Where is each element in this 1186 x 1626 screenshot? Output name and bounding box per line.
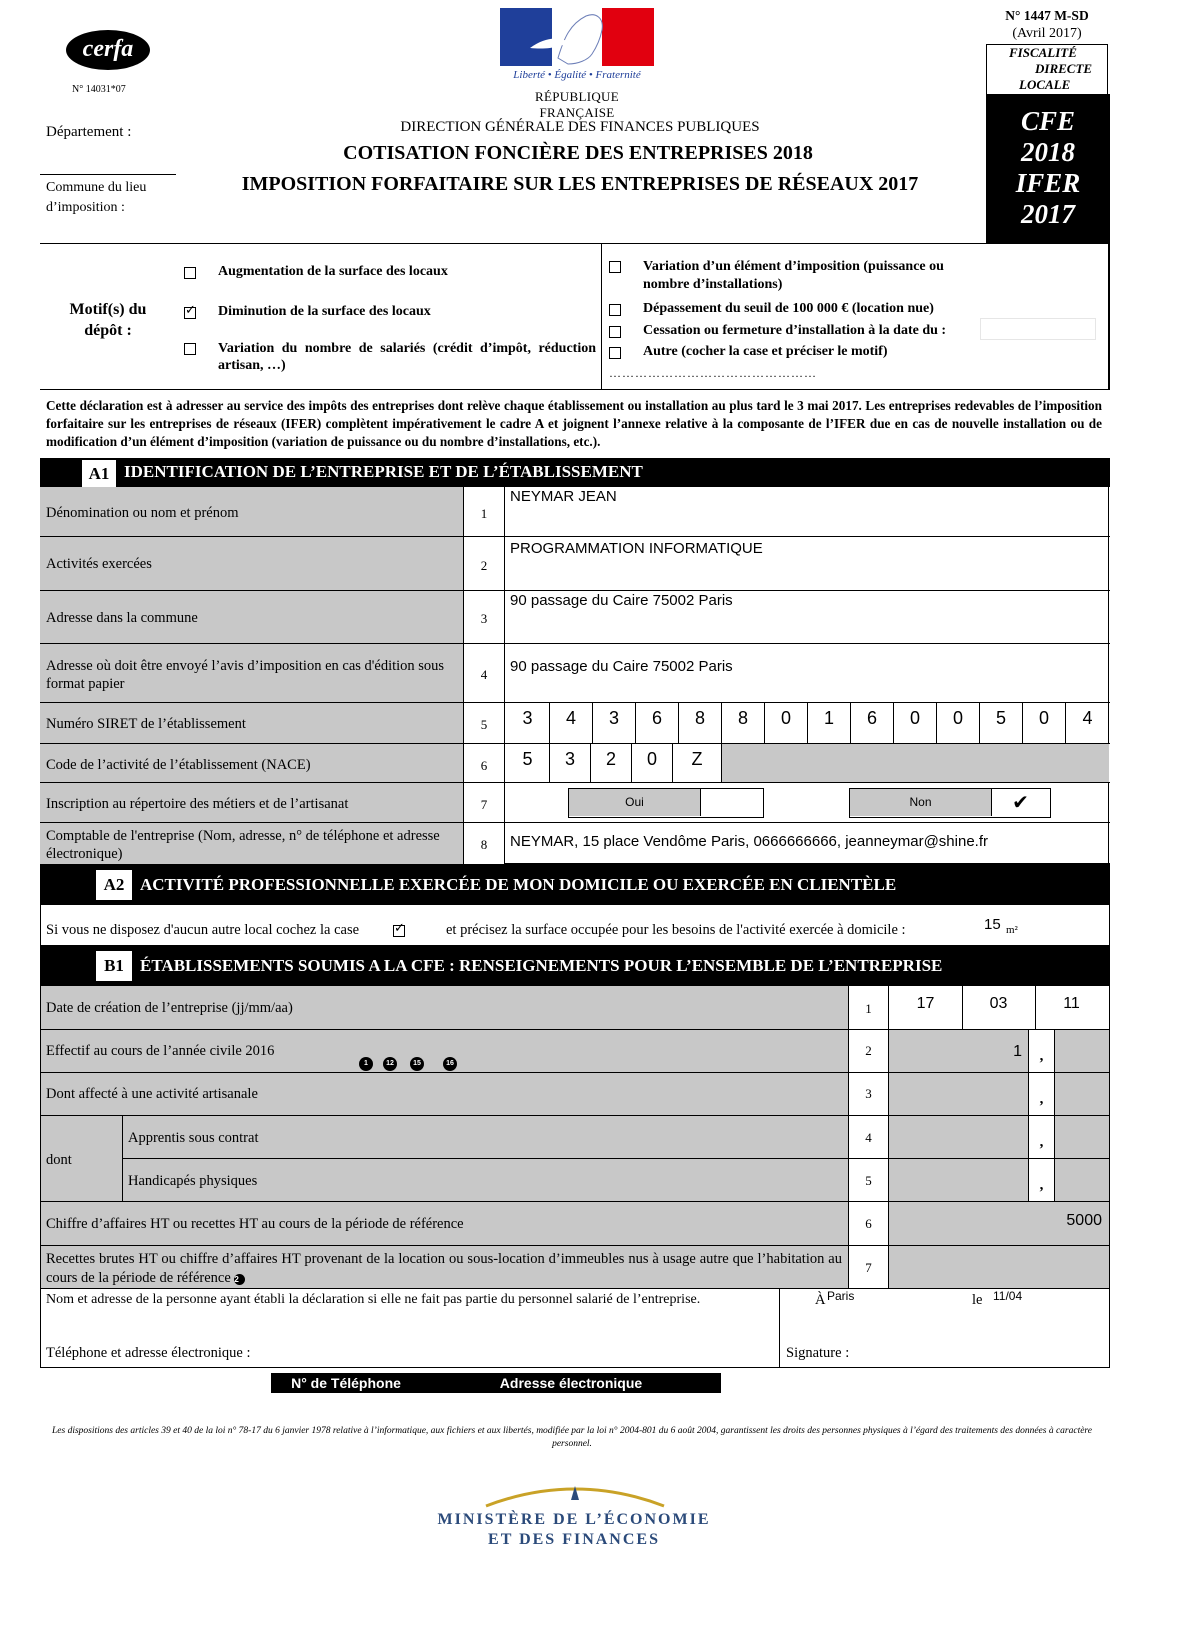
row-number: 2: [480, 558, 488, 573]
departement-label: Département :: [46, 124, 132, 140]
marianne-logo: [500, 8, 654, 66]
motif-right-4[interactable]: Autre (cocher la case et préciser le motif): [609, 344, 1009, 362]
nace-grey-fill: [721, 744, 1109, 782]
decimal-divider: [1054, 1158, 1055, 1201]
b1-rule: [40, 1072, 1110, 1073]
motif-checkbox[interactable]: [609, 304, 621, 316]
a1-rule: [40, 822, 1110, 823]
siret-digit[interactable]: 1: [807, 703, 850, 743]
b1-rule: [40, 1201, 1110, 1202]
row-number: 3: [480, 611, 488, 626]
row-number: 4: [480, 667, 488, 682]
row-label-comptable: Comptable de l'entreprise (Nom, adresse, n° de téléphone et adresse électronique): [46, 828, 440, 862]
motifs-bottom-rule: [40, 389, 1110, 390]
ministry-name: MINISTÈRE DE L’ÉCONOMIE ET DES FINANCES: [437, 1511, 711, 1548]
b1-rule: [40, 1029, 1110, 1030]
ministry-logo-arc: [480, 1478, 670, 1512]
motifs-label: Motif(s) du dépôt :: [69, 301, 147, 339]
a1-rule: [40, 782, 1110, 783]
motif-right-3[interactable]: Cessation ou fermeture d’installation à la date du :: [609, 323, 1009, 341]
form-date: (Avril 2017): [1012, 26, 1082, 41]
motif-right-1[interactable]: Variation d’un élément d’imposition (puissance ou nombre d’installations): [609, 258, 989, 276]
row-label-siret: Numéro SIRET de l’établissement: [46, 716, 246, 732]
tax-category-box: FISCALITÉ DIRECTE LOCALE: [986, 44, 1108, 94]
row-label-apprentis: Apprentis sous contrat: [128, 1130, 259, 1146]
signature-divider: [779, 1288, 780, 1368]
artisanat-oui[interactable]: Oui: [568, 788, 764, 818]
a1-rule: [40, 536, 1110, 537]
motif-checkbox[interactable]: [609, 261, 621, 273]
row-number: 1: [865, 1001, 872, 1016]
denomination-field[interactable]: NEYMAR JEAN: [510, 488, 617, 505]
row-label-adresse-avis: Adresse où doit être envoyé l’avis d’imposition en cas d'édition sous format papier: [46, 658, 445, 692]
a-label: À: [815, 1292, 826, 1308]
row-number: 3: [865, 1086, 872, 1101]
phone-tab[interactable]: N° de Téléphone: [271, 1373, 421, 1393]
departement-field[interactable]: [150, 118, 180, 144]
siret-digit[interactable]: 0: [936, 703, 979, 743]
row-label-nace: Code de l’activité de l’établissement (NACE): [46, 757, 311, 773]
date-year-field[interactable]: 11: [1063, 995, 1080, 1012]
siret-digit[interactable]: 0: [764, 703, 807, 743]
republic-name: RÉPUBLIQUE FRANÇAISE: [535, 89, 619, 120]
cerfa-logo: cerfa: [66, 30, 150, 70]
autre-motif-field[interactable]: …………………………………………: [609, 366, 817, 380]
row-number: 4: [865, 1130, 872, 1145]
row-label-adresse: Adresse dans la commune: [46, 610, 198, 626]
commune-label: Commune du lieu d’imposition :: [46, 180, 147, 215]
decimal-divider: [1054, 1115, 1055, 1158]
adresse-field[interactable]: 90 passage du Caire 75002 Paris: [510, 592, 733, 609]
a2-code: A2: [96, 870, 132, 900]
row-label-dont: dont: [46, 1152, 72, 1168]
row-label-date-creation: Date de création de l’entreprise (jj/mm/aa): [46, 1000, 293, 1016]
comptable-field[interactable]: NEYMAR, 15 place Vendôme Paris, 0666666666, jeanneymar@shine.fr: [510, 833, 989, 850]
decimal-comma: ,: [1039, 1091, 1044, 1107]
a1-right-border: [1108, 487, 1109, 864]
row-number: 7: [480, 797, 488, 812]
row-label-effectif: Effectif au cours de l’année civile 2016: [46, 1043, 275, 1059]
republic-motto: Liberté • Égalité • Fraternité: [513, 69, 641, 81]
date-signature-field[interactable]: 11/04: [993, 1289, 1023, 1303]
b1-rule: [40, 1115, 1110, 1116]
motif-left-1[interactable]: Augmentation de la surface des locaux: [184, 264, 604, 282]
signature-label: Signature :: [786, 1345, 850, 1361]
siret-digit[interactable]: 8: [721, 703, 764, 743]
date-day-field[interactable]: 17: [916, 995, 935, 1012]
cfe-ifer-badge: CFE 2018 IFER 2017: [986, 94, 1110, 244]
siret-digit[interactable]: 0: [893, 703, 936, 743]
row-label-recettes: Recettes brutes HT ou chiffre d’affaires HT provenant de la location ou sous-location d’immeubles nus à usage autre que l’habitation au cours de la période de référence 2: [46, 1251, 842, 1286]
decimal-divider: [1054, 1029, 1055, 1072]
handicapes-field[interactable]: [892, 1166, 1022, 1196]
nace-field[interactable]: [506, 744, 1109, 782]
a1-rule: [40, 643, 1110, 644]
motif-checkbox[interactable]: [184, 267, 196, 279]
a2-domicile-checkbox[interactable]: [393, 925, 405, 937]
phone-email-label: Téléphone et adresse électronique :: [46, 1345, 251, 1361]
a2-title: ACTIVITÉ PROFESSIONNELLE EXERCÉE DE MON DOMICILE OU EXERCÉE EN CLIENTÈLE: [140, 875, 897, 894]
decimal-comma: ,: [1039, 1048, 1044, 1064]
artisanale-field[interactable]: [892, 1080, 1022, 1110]
motif-checkbox[interactable]: [184, 343, 196, 355]
motif-checkbox-checked[interactable]: [184, 307, 196, 319]
recettes-field[interactable]: [892, 1252, 1102, 1282]
motif-left-2[interactable]: ✓ Diminution de la surface des locaux: [184, 304, 604, 322]
a2-text-2: et précisez la surface occupée pour les besoins de l'activité exercée à domicile :: [446, 922, 906, 938]
siret-digit[interactable]: 3: [592, 703, 635, 743]
activites-field[interactable]: PROGRAMMATION INFORMATIQUE: [510, 540, 763, 557]
footnote-mark: 12: [383, 1057, 397, 1071]
nace-digit[interactable]: Z: [672, 744, 721, 782]
preparer-field[interactable]: [46, 1312, 772, 1340]
agency-name: DIRECTION GÉNÉRALE DES FINANCES PUBLIQUES: [400, 119, 760, 135]
b1-title: ÉTABLISSEMENTS SOUMIS A LA CFE : RENSEIGNEMENTS POUR L’ENSEMBLE DE L’ENTREPRISE: [140, 956, 943, 975]
decimal-comma: ,: [1039, 1177, 1044, 1193]
siret-field[interactable]: [506, 703, 1109, 743]
effectif-field[interactable]: 1: [1013, 1043, 1022, 1060]
a2-text-1: Si vous ne disposez d'aucun autre local cochez la case: [46, 922, 360, 938]
footnote-mark: 15: [410, 1057, 424, 1071]
row-label-handicapes: Handicapés physiques: [128, 1173, 258, 1189]
artisanat-non[interactable]: Non ✔: [849, 788, 1051, 818]
siret-digit[interactable]: 3: [522, 708, 533, 728]
check-mark-icon: ✔: [1012, 790, 1029, 814]
b1-dont-divider: [122, 1115, 123, 1201]
row-number: 8: [480, 837, 488, 852]
lieu-field[interactable]: Paris: [827, 1289, 855, 1303]
decimal-divider: [1054, 1072, 1055, 1115]
adresse-avis-field[interactable]: 90 passage du Caire 75002 Paris: [510, 658, 733, 675]
siret-digit[interactable]: 8: [678, 703, 721, 743]
row-label-denomination: Dénomination ou nom et prénom: [46, 505, 239, 521]
cerfa-number: N° 14031*07: [72, 84, 126, 95]
cessation-date-field[interactable]: [980, 318, 1096, 340]
row-number: 5: [480, 717, 488, 732]
row-number: 6: [480, 758, 488, 773]
footnote-mark: 2: [234, 1274, 245, 1285]
surface-unit: m²: [1006, 924, 1018, 936]
footnote-mark: 1: [359, 1057, 373, 1071]
date-month-field[interactable]: 03: [989, 995, 1008, 1012]
apprentis-field[interactable]: [892, 1123, 1022, 1153]
title-cfe: COTISATION FONCIÈRE DES ENTREPRISES 2018: [343, 142, 813, 164]
footnote-marks: [359, 1057, 469, 1073]
cnil-notice: Les dispositions des articles 39 et 40 de la loi n° 78-17 du 6 janvier 1978 relative à l’informatique, aux fichiers et aux libertés, modifiée par la loi n° 2004-801 du 6 août 2004, garantissent les droits des personnes physiques à l’égard des traitements des données à caractère personnel.: [52, 1426, 1092, 1449]
nace-digit[interactable]: 2: [590, 744, 631, 782]
row-label-artisanat: Inscription au répertoire des métiers et de l’artisanat: [46, 796, 349, 812]
email-tab[interactable]: Adresse électronique: [421, 1373, 721, 1393]
chiffre-affaires-field[interactable]: 5000: [1066, 1212, 1102, 1229]
decimal-comma: ,: [1039, 1134, 1044, 1150]
siret-digit[interactable]: 5: [979, 703, 1022, 743]
row-number: 5: [865, 1173, 872, 1188]
row-number: 1: [480, 506, 488, 521]
notice-text: Cette déclaration est à adresser au service des impôts des entreprises dont relève chaque établissement ou installation au plus tard le 3 mai 2017. Les entreprises redevables de l’imposition forfaitaire sur les entreprises de réseaux (IFER) complètent impérativement le cadre A et joignent l’annexe relative à la composante de l’IFER due en cas de nouvelle installation ou de modification d’un élément d’imposition (variation de puissance ou du nombre d’installations, etc.).: [46, 398, 1102, 449]
motif-checkbox[interactable]: [609, 326, 621, 338]
row-number: 2: [865, 1043, 872, 1058]
row-label-activites: Activités exercées: [46, 556, 152, 572]
preparer-label: Nom et adresse de la personne ayant établi la déclaration si elle ne fait pas partie du personnel salarié de l’entreprise.: [46, 1292, 701, 1307]
siret-digit[interactable]: 6: [850, 703, 893, 743]
motif-left-3[interactable]: Variation du nombre de salariés (crédit d’impôt, réduction artisan, …): [184, 340, 596, 358]
form-number: N° 1447 M-SD: [1005, 8, 1089, 23]
row-label-artisanale: Dont affecté à une activité artisanale: [46, 1086, 258, 1102]
nace-digit[interactable]: 0: [631, 744, 672, 782]
b1-code: B1: [96, 951, 132, 981]
a1-code: A1: [82, 460, 116, 487]
a1-title: IDENTIFICATION DE L’ENTREPRISE ET DE L’ÉTABLISSEMENT: [124, 462, 643, 481]
title-ifer: IMPOSITION FORFAITAIRE SUR LES ENTREPRISES DE RÉSEAUX 2017: [241, 173, 919, 195]
siret-digit[interactable]: 6: [635, 703, 678, 743]
a1-rule: [40, 590, 1110, 591]
surface-field[interactable]: 15: [984, 916, 1001, 933]
row-number: 6: [865, 1216, 872, 1231]
siret-digit[interactable]: 4: [549, 703, 592, 743]
footnote-mark: 16: [443, 1057, 457, 1071]
nace-digit[interactable]: 3: [549, 744, 590, 782]
le-label: le: [972, 1292, 983, 1308]
motif-right-2[interactable]: Dépassement du seuil de 100 000 € (location nue): [609, 301, 1009, 319]
row-number: 7: [865, 1260, 872, 1275]
row-label-chiffre-affaires: Chiffre d’affaires HT ou recettes HT au cours de la période de référence: [46, 1216, 464, 1232]
siret-digit[interactable]: 0: [1022, 703, 1065, 743]
siret-digit[interactable]: 4: [1065, 703, 1109, 743]
motif-checkbox[interactable]: [609, 347, 621, 359]
b1-rule: [40, 1245, 1110, 1246]
commune-divider: [40, 174, 176, 175]
nace-digit[interactable]: 5: [522, 749, 533, 769]
b1-rule: [122, 1158, 1110, 1159]
signature-field[interactable]: [860, 1318, 1100, 1364]
